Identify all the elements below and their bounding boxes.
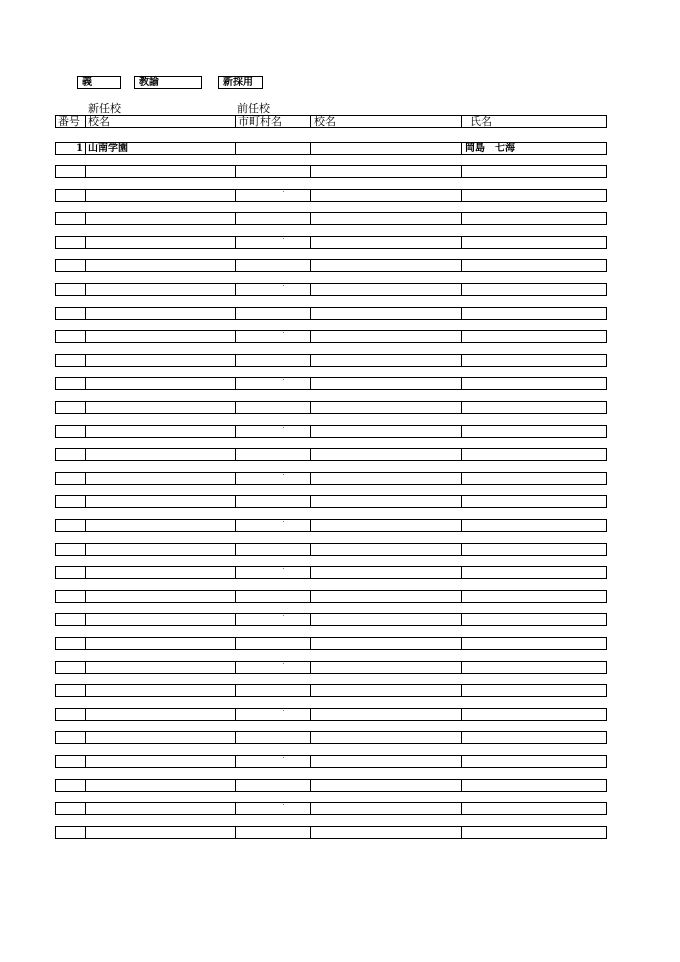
table-row xyxy=(55,307,607,320)
table-row xyxy=(55,519,607,532)
cell-mark xyxy=(283,521,284,522)
cell-mark xyxy=(283,427,284,428)
table-row xyxy=(55,236,607,249)
table-row xyxy=(55,826,607,839)
table-row xyxy=(55,377,607,390)
cell-mark xyxy=(283,568,284,569)
new-school-cell: 山南学園 xyxy=(88,143,128,154)
table-row xyxy=(55,661,607,674)
cell-mark xyxy=(283,379,284,380)
table-row xyxy=(55,212,607,225)
hire-type-box: 新採用 xyxy=(218,76,263,89)
cell-mark xyxy=(283,710,284,711)
col-number-header: 番号 xyxy=(58,115,80,128)
table-header xyxy=(55,115,607,128)
table-row xyxy=(55,354,607,367)
col-prev-school-header: 校名 xyxy=(314,115,336,128)
table-row xyxy=(55,590,607,603)
table-row xyxy=(55,401,607,414)
position-box: 教諭 xyxy=(134,76,202,89)
table-row xyxy=(55,448,607,461)
table-row xyxy=(55,802,607,815)
table-row xyxy=(55,637,607,650)
table-row xyxy=(55,731,607,744)
col-new-school-header: 校名 xyxy=(88,115,110,128)
table-row xyxy=(55,472,607,485)
table-row xyxy=(55,708,607,721)
cell-mark xyxy=(283,332,284,333)
cell-mark xyxy=(283,804,284,805)
table-row xyxy=(55,779,607,792)
cell-mark xyxy=(283,191,284,192)
table-row xyxy=(55,755,607,768)
name-cell: 岡島 七海 xyxy=(465,143,515,154)
col-name-header: 氏名 xyxy=(470,115,492,128)
table-row xyxy=(55,684,607,697)
col-city-header: 市町村名 xyxy=(238,115,282,128)
table-row xyxy=(55,259,607,272)
table-row xyxy=(55,165,607,178)
cell-mark xyxy=(283,474,284,475)
table-row xyxy=(55,543,607,556)
table-row xyxy=(55,566,607,579)
cell-mark xyxy=(283,663,284,664)
new-school-group-label: 新任校 xyxy=(88,102,121,115)
table-row xyxy=(55,495,607,508)
row-number: 1 xyxy=(76,143,83,154)
table-row xyxy=(55,425,607,438)
category-box: 義 xyxy=(77,76,121,89)
table-row xyxy=(55,330,607,343)
table-row xyxy=(55,142,607,155)
table-row xyxy=(55,189,607,202)
cell-mark xyxy=(283,757,284,758)
cell-mark xyxy=(283,615,284,616)
cell-mark xyxy=(283,238,284,239)
prev-school-group-label: 前任校 xyxy=(237,102,270,115)
cell-mark xyxy=(283,285,284,286)
table-row xyxy=(55,613,607,626)
table-row xyxy=(55,283,607,296)
